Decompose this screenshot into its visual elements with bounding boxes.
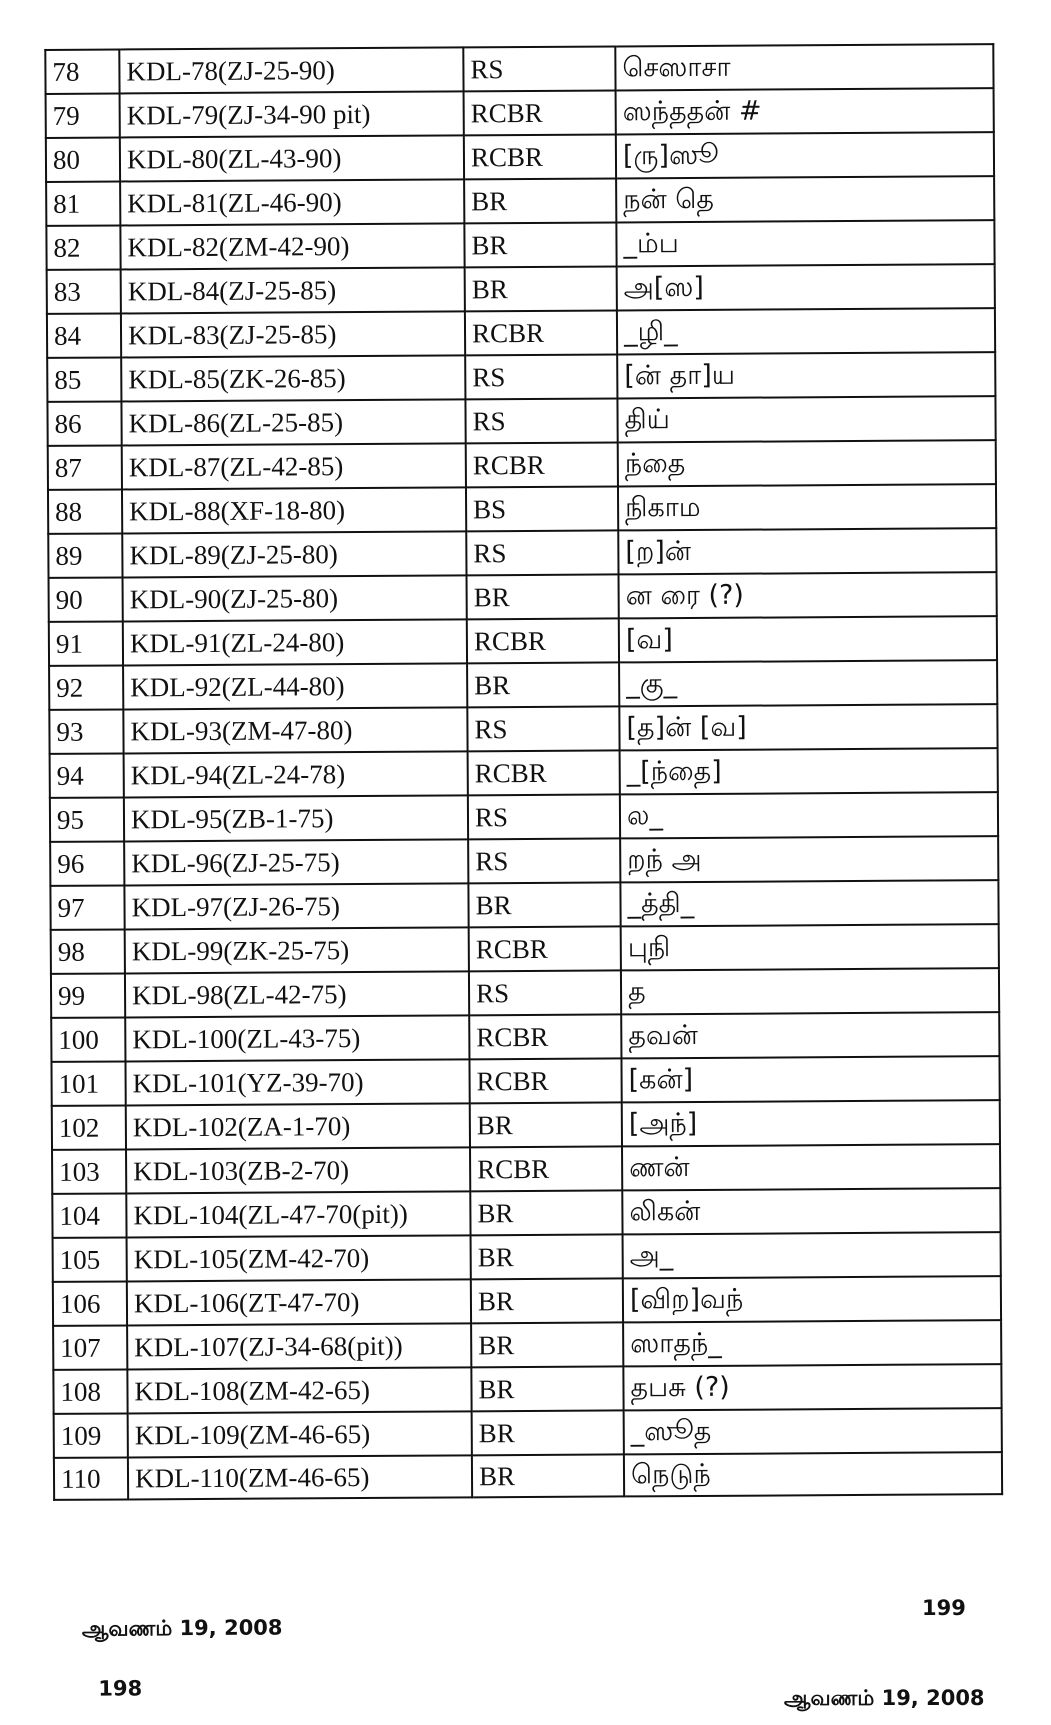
- row-number-cell: 82: [46, 225, 120, 269]
- inscription-text-cell: _[ந்தை]: [620, 748, 998, 794]
- row-number-cell: 105: [53, 1237, 127, 1281]
- row-number-cell: 87: [48, 445, 122, 489]
- row-number-cell: 97: [50, 885, 124, 929]
- row-number-cell: 86: [47, 401, 121, 445]
- row-number-cell: 102: [52, 1105, 126, 1149]
- row-number-cell: 98: [51, 929, 125, 973]
- type-code-cell: BR: [471, 1322, 623, 1367]
- type-code-cell: BR: [471, 1366, 623, 1411]
- table-row: [51, 1012, 999, 1062]
- footer-right-page-number: 199: [922, 1596, 966, 1620]
- row-number-cell: 92: [49, 665, 123, 709]
- table-row: [51, 1056, 999, 1106]
- inscription-id-cell: KDL-85(ZK-26-85): [121, 355, 465, 401]
- type-code-cell: BR: [470, 1190, 622, 1235]
- type-code-cell: RCBR: [464, 90, 616, 135]
- type-code-cell: RCBR: [469, 1014, 621, 1059]
- inscription-text-cell: செஸாசா: [615, 44, 993, 90]
- inscription-id-cell: KDL-97(ZJ-26-75): [124, 883, 468, 929]
- inscription-text-cell: தபசு (?): [623, 1364, 1001, 1410]
- inscription-id-cell: KDL-109(ZM-46-65): [128, 1411, 472, 1457]
- table-row: [53, 1320, 1001, 1370]
- row-number-cell: 88: [48, 489, 122, 533]
- type-code-cell: RCBR: [465, 310, 617, 355]
- inscription-id-cell: KDL-79(ZJ-34-90 pit): [120, 91, 464, 137]
- inscription-text-cell: [ரு]ஸூ: [616, 132, 994, 178]
- inscription-text-cell: புநி: [621, 924, 999, 970]
- inscription-text-cell: லிகன்: [622, 1188, 1000, 1234]
- type-code-cell: BR: [471, 1234, 623, 1279]
- inscription-text-cell: [கன்]: [621, 1056, 999, 1102]
- table-row: [47, 396, 995, 446]
- table-row: [52, 1188, 1000, 1238]
- type-code-cell: BS: [466, 486, 618, 531]
- row-number-cell: 84: [47, 313, 121, 357]
- inscription-text-cell: நன் தெ: [616, 176, 994, 222]
- inscription-id-cell: KDL-93(ZM-47-80): [123, 707, 467, 753]
- inscription-id-cell: KDL-103(ZB-2-70): [126, 1147, 470, 1193]
- table-row: [51, 968, 999, 1018]
- table-row: [50, 792, 998, 842]
- table-body: [45, 44, 1002, 1500]
- inscription-text-cell: ன ரை (?): [619, 572, 997, 618]
- row-number-cell: 109: [54, 1413, 128, 1457]
- table-row: [49, 572, 997, 622]
- inscription-id-cell: KDL-110(ZM-46-65): [128, 1455, 472, 1499]
- row-number-cell: 90: [49, 577, 123, 621]
- row-number-cell: 108: [53, 1369, 127, 1413]
- type-code-cell: BR: [470, 1102, 622, 1147]
- row-number-cell: 107: [53, 1325, 127, 1369]
- table-row: [52, 1144, 1000, 1194]
- table-row: [46, 132, 994, 182]
- inscription-text-cell: _கு_: [619, 660, 997, 706]
- inscription-id-cell: KDL-102(ZA-1-70): [126, 1103, 470, 1149]
- inscription-id-cell: KDL-100(ZL-43-75): [125, 1015, 469, 1061]
- row-number-cell: 91: [49, 621, 123, 665]
- table-row: [49, 660, 997, 710]
- inscription-text-cell: [த]ன் [வ]: [619, 704, 997, 750]
- inscription-text-cell: [அந்]: [622, 1100, 1000, 1146]
- table-row: [52, 1100, 1000, 1150]
- row-number-cell: 100: [51, 1017, 125, 1061]
- table-row: [45, 44, 993, 94]
- type-code-cell: RS: [468, 794, 620, 839]
- type-code-cell: BR: [472, 1410, 624, 1455]
- type-code-cell: RCBR: [464, 134, 616, 179]
- type-code-cell: BR: [465, 266, 617, 311]
- table-row: [50, 748, 998, 798]
- inscription-id-cell: KDL-94(ZL-24-78): [124, 751, 468, 797]
- type-code-cell: RS: [463, 46, 615, 91]
- inscription-id-cell: KDL-87(ZL-42-85): [122, 443, 466, 489]
- inscription-text-cell: _ழி_: [617, 308, 995, 354]
- inscription-id-cell: KDL-104(ZL-47-70(pit)): [126, 1191, 470, 1237]
- inscription-id-cell: KDL-107(ZJ-34-68(pit)): [127, 1323, 471, 1369]
- type-code-cell: BR: [472, 1454, 624, 1497]
- row-number-cell: 83: [47, 269, 121, 313]
- inscription-text-cell: ந்தை: [618, 440, 996, 486]
- row-number-cell: 104: [52, 1193, 126, 1237]
- inscription-id-cell: KDL-86(ZL-25-85): [121, 399, 465, 445]
- inscription-text-cell: _த்தி_: [620, 880, 998, 926]
- row-number-cell: 94: [50, 753, 124, 797]
- table-row: [48, 484, 996, 534]
- row-number-cell: 103: [52, 1149, 126, 1193]
- table-row: [53, 1364, 1001, 1414]
- type-code-cell: RCBR: [466, 442, 618, 487]
- inscription-text-cell: _ஸூத: [624, 1408, 1002, 1454]
- type-code-cell: RS: [468, 838, 620, 883]
- inscription-id-cell: KDL-82(ZM-42-90): [120, 223, 464, 269]
- inscriptions-table: [44, 43, 1003, 1501]
- inscription-id-cell: KDL-89(ZJ-25-80): [122, 531, 466, 577]
- row-number-cell: 81: [46, 181, 120, 225]
- table-row: [53, 1232, 1001, 1282]
- table-row: [50, 880, 998, 930]
- row-number-cell: 79: [46, 93, 120, 137]
- inscription-id-cell: KDL-81(ZL-46-90): [120, 179, 464, 225]
- row-number-cell: 106: [53, 1281, 127, 1325]
- inscription-text-cell: அ[ஸ]: [617, 264, 995, 310]
- type-code-cell: BR: [464, 222, 616, 267]
- row-number-cell: 78: [45, 49, 119, 93]
- inscription-text-cell: அ_: [623, 1232, 1001, 1278]
- type-code-cell: RCBR: [470, 1146, 622, 1191]
- inscription-text-cell: ஸாதந்_: [623, 1320, 1001, 1366]
- inscription-text-cell: நிகாம: [618, 484, 996, 530]
- inscription-id-cell: KDL-80(ZL-43-90): [120, 135, 464, 181]
- table-row: [47, 352, 995, 402]
- table-row: [54, 1408, 1002, 1458]
- table-row: [46, 220, 994, 270]
- type-code-cell: BR: [467, 574, 619, 619]
- footer-right-date: ஆவணம் 19, 2008: [784, 1686, 985, 1710]
- type-code-cell: BR: [468, 882, 620, 927]
- type-code-cell: RS: [467, 706, 619, 751]
- inscription-id-cell: KDL-96(ZJ-25-75): [124, 839, 468, 885]
- inscription-text-cell: [ன் தா]ய: [617, 352, 995, 398]
- table-row: [48, 440, 996, 490]
- row-number-cell: 93: [49, 709, 123, 753]
- row-number-cell: 101: [51, 1061, 125, 1105]
- footer-left-page-number: 198: [98, 1676, 143, 1701]
- inscription-text-cell: நெடுந்: [624, 1452, 1002, 1496]
- inscription-text-cell: தவன்: [621, 1012, 999, 1058]
- inscription-id-cell: KDL-83(ZJ-25-85): [121, 311, 465, 357]
- type-code-cell: RS: [469, 970, 621, 1015]
- type-code-cell: BR: [467, 662, 619, 707]
- table-row: [47, 308, 995, 358]
- inscription-text-cell: திய்: [617, 396, 995, 442]
- table-row: [48, 528, 996, 578]
- inscription-id-cell: KDL-92(ZL-44-80): [123, 663, 467, 709]
- table-row: [47, 264, 995, 314]
- inscription-text-cell: [ற]ன்: [618, 528, 996, 574]
- type-code-cell: RCBR: [467, 618, 619, 663]
- inscription-id-cell: KDL-98(ZL-42-75): [125, 971, 469, 1017]
- inscription-text-cell: ணன்: [622, 1144, 1000, 1190]
- table-row: [46, 176, 994, 226]
- inscription-text-cell: [விற]வந்: [623, 1276, 1001, 1322]
- type-code-cell: RCBR: [468, 750, 620, 795]
- row-number-cell: 85: [47, 357, 121, 401]
- table-row: [54, 1452, 1002, 1500]
- row-number-cell: 80: [46, 137, 120, 181]
- table-row: [51, 924, 999, 974]
- inscription-text-cell: ல_: [620, 792, 998, 838]
- inscription-id-cell: KDL-101(YZ-39-70): [125, 1059, 469, 1105]
- row-number-cell: 89: [48, 533, 122, 577]
- row-number-cell: 110: [54, 1457, 128, 1499]
- row-number-cell: 96: [50, 841, 124, 885]
- table-row: [50, 836, 998, 886]
- inscription-id-cell: KDL-105(ZM-42-70): [127, 1235, 471, 1281]
- footer-left-date: ஆவணம் 19, 2008: [81, 1615, 283, 1641]
- inscription-id-cell: KDL-84(ZJ-25-85): [121, 267, 465, 313]
- table-row: [53, 1276, 1001, 1326]
- type-code-cell: RS: [466, 530, 618, 575]
- type-code-cell: RS: [465, 398, 617, 443]
- inscription-id-cell: KDL-88(XF-18-80): [122, 487, 466, 533]
- table-row: [49, 616, 997, 666]
- inscription-id-cell: KDL-78(ZJ-25-90): [119, 47, 463, 93]
- inscription-id-cell: KDL-99(ZK-25-75): [125, 927, 469, 973]
- type-code-cell: RCBR: [469, 926, 621, 971]
- table-row: [46, 88, 994, 138]
- inscription-id-cell: KDL-95(ZB-1-75): [124, 795, 468, 841]
- row-number-cell: 99: [51, 973, 125, 1017]
- type-code-cell: BR: [471, 1278, 623, 1323]
- type-code-cell: RCBR: [469, 1058, 621, 1103]
- row-number-cell: 95: [50, 797, 124, 841]
- inscription-id-cell: KDL-90(ZJ-25-80): [123, 575, 467, 621]
- table-row: [49, 704, 997, 754]
- type-code-cell: BR: [464, 178, 616, 223]
- inscription-text-cell: _ம்ப: [616, 220, 994, 266]
- inscription-id-cell: KDL-91(ZL-24-80): [123, 619, 467, 665]
- inscription-text-cell: [வ]: [619, 616, 997, 662]
- inscription-text-cell: த: [621, 968, 999, 1014]
- type-code-cell: RS: [465, 354, 617, 399]
- inscription-id-cell: KDL-108(ZM-42-65): [127, 1367, 471, 1413]
- inscription-id-cell: KDL-106(ZT-47-70): [127, 1279, 471, 1325]
- inscription-text-cell: றந் அ: [620, 836, 998, 882]
- inscription-text-cell: ஸந்ததன் #: [616, 88, 994, 134]
